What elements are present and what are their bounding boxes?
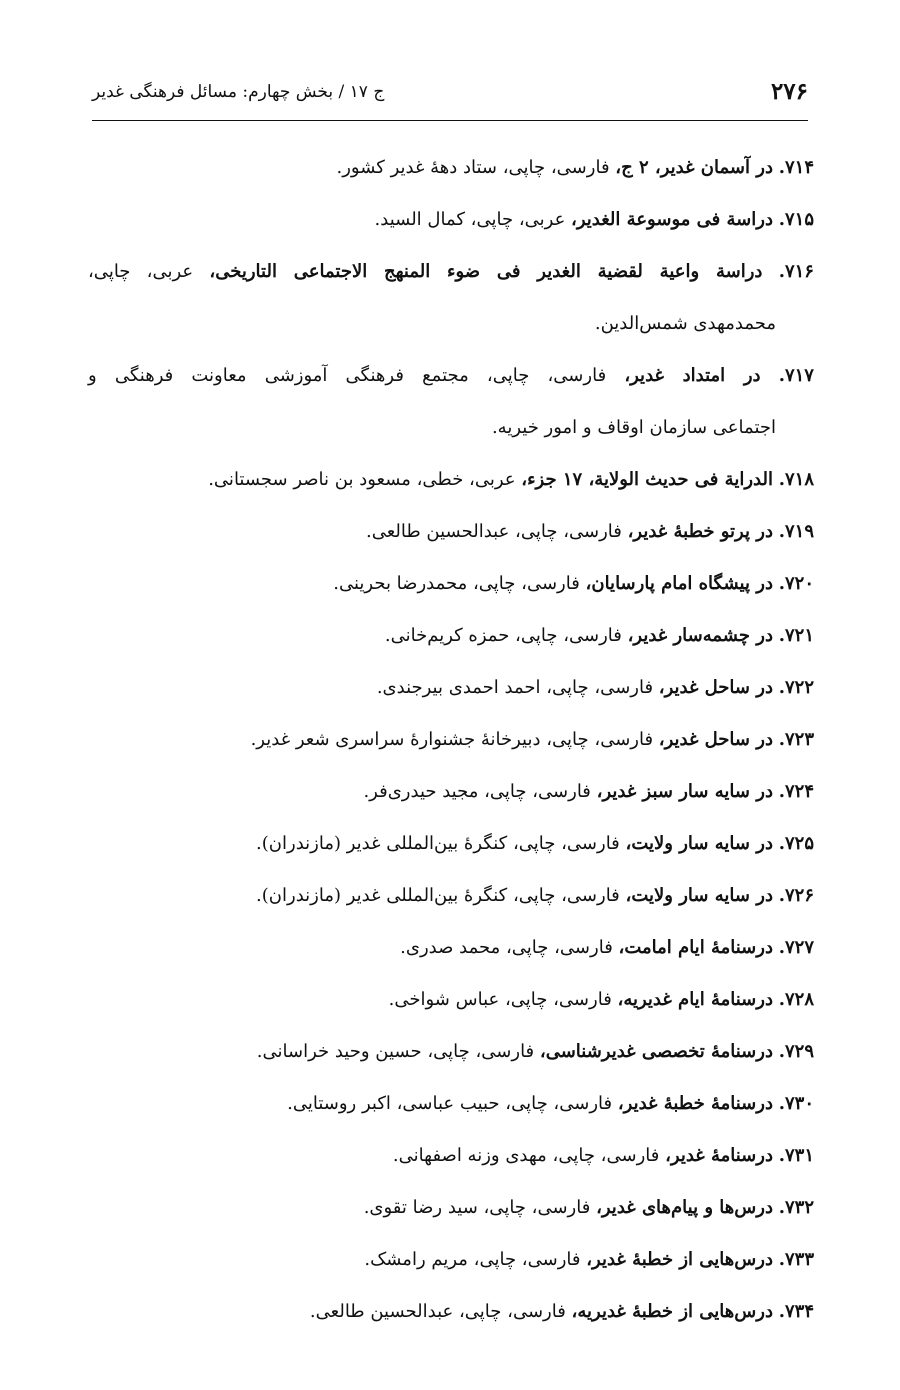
- entry-title: درسنامهٔ خطبهٔ غدیر،: [617, 1093, 773, 1114]
- bibliography-entry: [88, 662, 814, 714]
- bibliography-entry: [88, 1078, 814, 1130]
- entry-title: درس‌هایی از خطبهٔ غدیر،: [586, 1249, 773, 1270]
- bibliography-entry: [88, 194, 814, 246]
- bibliography-entry: [88, 246, 814, 350]
- bibliography-entry: [88, 714, 814, 766]
- entry-details: فارسی، چاپی، مجتمع فرهنگی آموزشی معاونت فرهنگی و: [88, 365, 625, 386]
- entry-number: ۷۲۵.: [778, 833, 814, 854]
- entry-title: در سایه سار ولایت،: [625, 833, 773, 854]
- entry-title: در امتداد غدیر،: [624, 365, 761, 386]
- entry-details: فارسی، چاپی، عبدالحسین طالعی.: [365, 521, 628, 542]
- entry-number: ۷۲۲.: [778, 677, 814, 698]
- entry-details: فارسی، چاپی، مجید حیدری‌فر.: [363, 781, 597, 802]
- entry-details: فارسی، چاپی، مهدی وزنه اصفهانی.: [392, 1145, 666, 1166]
- entry-title: درس‌هایی از خطبهٔ غدیریه،: [571, 1301, 773, 1322]
- entry-title: الدرایة فی حدیث الولایة، ۱۷ جزء،: [521, 469, 773, 490]
- bibliography-entry: [88, 1026, 814, 1078]
- entry-details: فارسی، چاپی، محمد صدری.: [400, 937, 619, 958]
- entry-title: درسنامهٔ تخصصی غدیرشناسی،: [539, 1041, 773, 1062]
- entry-number: ۷۳۱.: [778, 1145, 814, 1166]
- bibliography-entry: [88, 454, 814, 506]
- entry-number: ۷۳۳.: [778, 1249, 814, 1270]
- entry-first-line: [88, 350, 814, 402]
- bibliography-entry: [88, 974, 814, 1026]
- entry-title: در آسمان غدیر، ۲ ج،: [615, 157, 773, 178]
- entry-title: در سایه سار ولایت،: [625, 885, 773, 906]
- bibliography-entry: [88, 610, 814, 662]
- entry-number: ۷۱۷.: [778, 365, 814, 386]
- entry-first-line: [366, 521, 814, 542]
- entry-number: ۷۱۸.: [778, 469, 814, 490]
- entry-title: در ساحل غدیر،: [658, 677, 773, 698]
- entry-continuation: محمدمهدی شمس‌الدین.: [594, 313, 776, 334]
- entry-continuation: اجتماعی سازمان اوقاف و امور خیریه.: [491, 417, 776, 438]
- entry-details: فارسی، چاپی، ستاد دههٔ غدیر کشور.: [336, 157, 616, 178]
- entry-number: ۷۲۱.: [778, 625, 814, 646]
- page-header: [92, 72, 808, 121]
- entry-number: ۷۳۰.: [778, 1093, 814, 1114]
- entry-first-line: [208, 469, 814, 490]
- entry-first-line: [256, 885, 814, 906]
- entry-title: درس‌ها و پیام‌های غدیر،: [596, 1197, 773, 1218]
- entry-first-line: [337, 157, 814, 178]
- running-head: ج ۱۷ / بخش چهارم: مسائل فرهنگی غدیر: [92, 82, 385, 102]
- entry-details: فارسی، چاپی، سید رضا تقوی.: [363, 1197, 597, 1218]
- entry-first-line: [389, 989, 814, 1010]
- entry-number: ۷۱۹.: [778, 521, 814, 542]
- bibliography-entry: [88, 1182, 814, 1234]
- entry-details: فارسی، چاپی، حمزه کریم‌خانی.: [384, 625, 628, 646]
- page-number: ۲۷۶: [770, 78, 808, 105]
- entry-title: در پیشگاه امام پارسایان،: [585, 573, 773, 594]
- bibliography-entry: [88, 350, 814, 454]
- entry-first-line: [364, 1249, 814, 1270]
- bibliography-entry: [88, 922, 814, 974]
- entry-details: فارسی، چاپی، دبیرخانهٔ جشنوارهٔ سراسری شعر غدیر.: [250, 729, 659, 750]
- entry-first-line: [385, 625, 814, 646]
- entry-details: عربی، خطی، مسعود بن ناصر سجستانی.: [208, 469, 522, 490]
- entry-number: ۷۱۴.: [778, 157, 814, 178]
- entry-details: فارسی، چاپی، احمد احمدی بیرجندی.: [376, 677, 659, 698]
- entry-title: درسنامهٔ غدیر،: [665, 1145, 773, 1166]
- entry-details: فارسی، چاپی، محمدرضا بحرینی.: [333, 573, 586, 594]
- entry-number: ۷۲۶.: [778, 885, 814, 906]
- entry-details: فارسی، چاپی، مریم رامشک.: [364, 1249, 587, 1270]
- entry-title: درسنامهٔ ایام امامت،: [618, 937, 773, 958]
- entry-title: دراسة واعیة لقضیة الغدیر فی ضوء المنهج الاجتماعی التاریخی،: [209, 261, 763, 282]
- entry-first-line: [377, 677, 814, 698]
- entry-first-line: [251, 729, 814, 750]
- entry-details: فارسی، چاپی، عباس شواخی.: [388, 989, 618, 1010]
- bibliography-entry: [88, 818, 814, 870]
- entry-details: فارسی، چاپی، عبدالحسین طالعی.: [309, 1301, 572, 1322]
- entry-first-line: [375, 209, 814, 230]
- entry-title: درسنامهٔ ایام غدیریه،: [617, 989, 773, 1010]
- bibliography-entry: [88, 506, 814, 558]
- entry-first-line: [256, 833, 814, 854]
- entry-first-line: [363, 781, 814, 802]
- bibliography-entry: [88, 142, 814, 194]
- entry-first-line: [88, 246, 814, 298]
- entry-details: عربی، چاپی، کمال السید.: [374, 209, 572, 230]
- entry-first-line: [257, 1041, 814, 1062]
- bibliography-entry: [88, 558, 814, 610]
- entry-details: عربی، چاپی،: [88, 261, 210, 282]
- entry-number: ۷۱۶.: [778, 261, 814, 282]
- entry-details: فارسی، چاپی، کنگرهٔ بین‌المللی غدیر (مازندران).: [256, 833, 626, 854]
- bibliography-list: [88, 142, 814, 1338]
- entry-number: ۷۲۷.: [778, 937, 814, 958]
- bibliography-entry: [88, 1234, 814, 1286]
- entry-number: ۷۲۰.: [778, 573, 814, 594]
- bibliography-entry: [88, 766, 814, 818]
- entry-first-line: [287, 1093, 814, 1114]
- entry-first-line: [310, 1301, 814, 1322]
- entry-number: ۷۱۵.: [778, 209, 814, 230]
- entry-number: ۷۲۴.: [778, 781, 814, 802]
- entry-number: ۷۲۹.: [778, 1041, 814, 1062]
- bibliography-entry: [88, 870, 814, 922]
- entry-first-line: [333, 573, 814, 594]
- bibliography-entry: [88, 1130, 814, 1182]
- entry-details: فارسی، چاپی، حبیب عباسی، اکبر روستایی.: [287, 1093, 618, 1114]
- entry-title: در چشمه‌سار غدیر،: [627, 625, 773, 646]
- entry-details: فارسی، چاپی، حسین وحید خراسانی.: [256, 1041, 540, 1062]
- entry-title: دراسة فی موسوعة الغدیر،: [571, 209, 773, 230]
- entry-number: ۷۲۸.: [778, 989, 814, 1010]
- entry-details: فارسی، چاپی، کنگرهٔ بین‌المللی غدیر (مازندران).: [256, 885, 626, 906]
- entry-number: ۷۲۳.: [778, 729, 814, 750]
- entry-first-line: [393, 1145, 814, 1166]
- entry-number: ۷۳۴.: [778, 1301, 814, 1322]
- entry-first-line: [364, 1197, 814, 1218]
- entry-title: در پرتو خطبهٔ غدیر،: [627, 521, 773, 542]
- entry-title: در سایه سار سبز غدیر،: [596, 781, 773, 802]
- entry-title: در ساحل غدیر،: [658, 729, 773, 750]
- entry-number: ۷۳۲.: [778, 1197, 814, 1218]
- entry-first-line: [400, 937, 814, 958]
- bibliography-entry: [88, 1286, 814, 1338]
